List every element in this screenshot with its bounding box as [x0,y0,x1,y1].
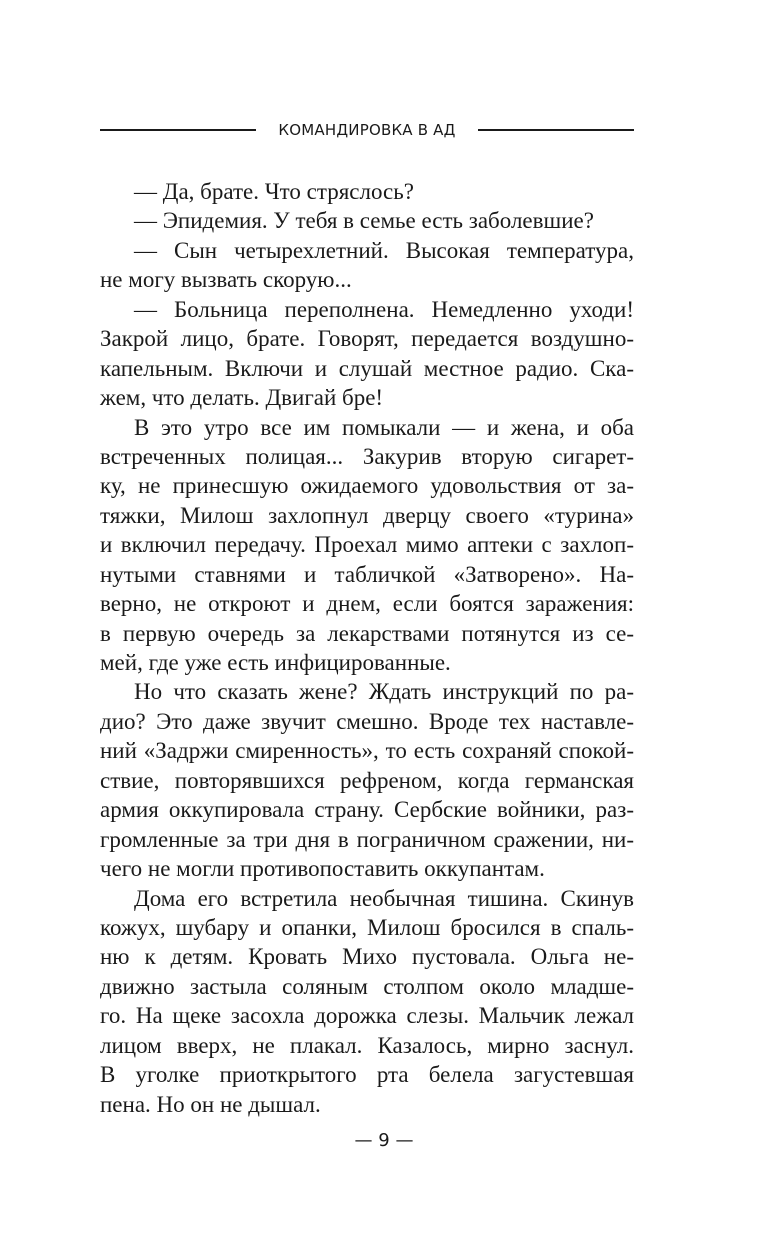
text-line: кожух, шубару и опанки, Милош бросился в спаль- [100,914,634,940]
text-line: жем, что делать. Двигай бре! [100,385,384,411]
page-number: — 9 — [354,1130,414,1151]
text-line: не могу вызвать скорую... [100,267,352,293]
text-line: в первую очередь за лекарствами потянутся из се- [100,620,634,646]
text-line: Но что сказать жене? Ждать инструкций по ра- [134,679,634,705]
text-line: ствие, повторявшихся рефреном, когда германская [100,767,634,793]
text-line: и включил передачу. Проехал мимо аптеки с захлоп- [100,532,634,558]
text-line: го. На щеке засохла дорожка слезы. Мальчик лежал [100,1003,634,1029]
text-line: нутыми ставнями и табличкой «Затворено». На- [100,561,634,587]
text-line: капельным. Включи и слушай местное радио. Ска- [100,355,634,381]
text-line: лицом вверх, не плакал. Казалось, мирно заснул. [100,1032,634,1058]
page-body [100,177,634,1119]
text-line: — Эпидемия. У тебя в семье есть заболевшие? [134,208,594,234]
text-line: тяжки, Милош захлопнул дверцу своего «турина» [100,502,634,528]
text-line: чего не могли противопоставить оккупантам. [100,856,545,882]
text-line: Дома его встретила необычная тишина. Скинув [134,885,634,911]
header-rule-left [100,129,256,131]
text-line: ний «Задржи смиренность», то есть сохраняй спокой- [100,738,634,764]
text-line: армия оккупировала страну. Сербские войники, раз- [100,797,634,823]
text-line: В это утро все им помыкали — и жена, и оба [134,414,634,440]
text-line: дио? Это даже звучит смешно. Вроде тех наставле- [100,708,634,734]
text-line: ню к детям. Кровать Михо пустовала. Ольга не- [100,944,634,970]
text-line: верно, не откроют и днем, если боятся заражения: [100,591,634,617]
text-line: движно застыла соляным столпом около младше- [100,973,634,999]
text-line: ку, не принесшую ожидаемого удовольствия от за- [100,473,634,499]
header-title: КОМАНДИРОВКА В АД [278,121,456,139]
text-line: встреченных полицая... Закурив вторую сигарет- [100,443,634,469]
text-line: громленные за три дня в пограничном сражении, ни- [100,826,634,852]
text-line: — Сын четырехлетний. Высокая температура, [134,237,634,263]
text-line: мей, где уже есть инфицированные. [100,650,451,675]
text-line: Закрой лицо, брате. Говорят, передается воздушно- [100,326,634,352]
text-line: В уголке приоткрытого рта белела загустевшая [100,1062,634,1088]
running-header [100,118,634,142]
header-rule-right [478,129,634,131]
text-line: — Да, брате. Что стряслось? [134,179,414,204]
text-line: — Больница переполнена. Немедленно уходи! [134,296,634,322]
text-line: пена. Но он не дышал. [100,1091,321,1117]
